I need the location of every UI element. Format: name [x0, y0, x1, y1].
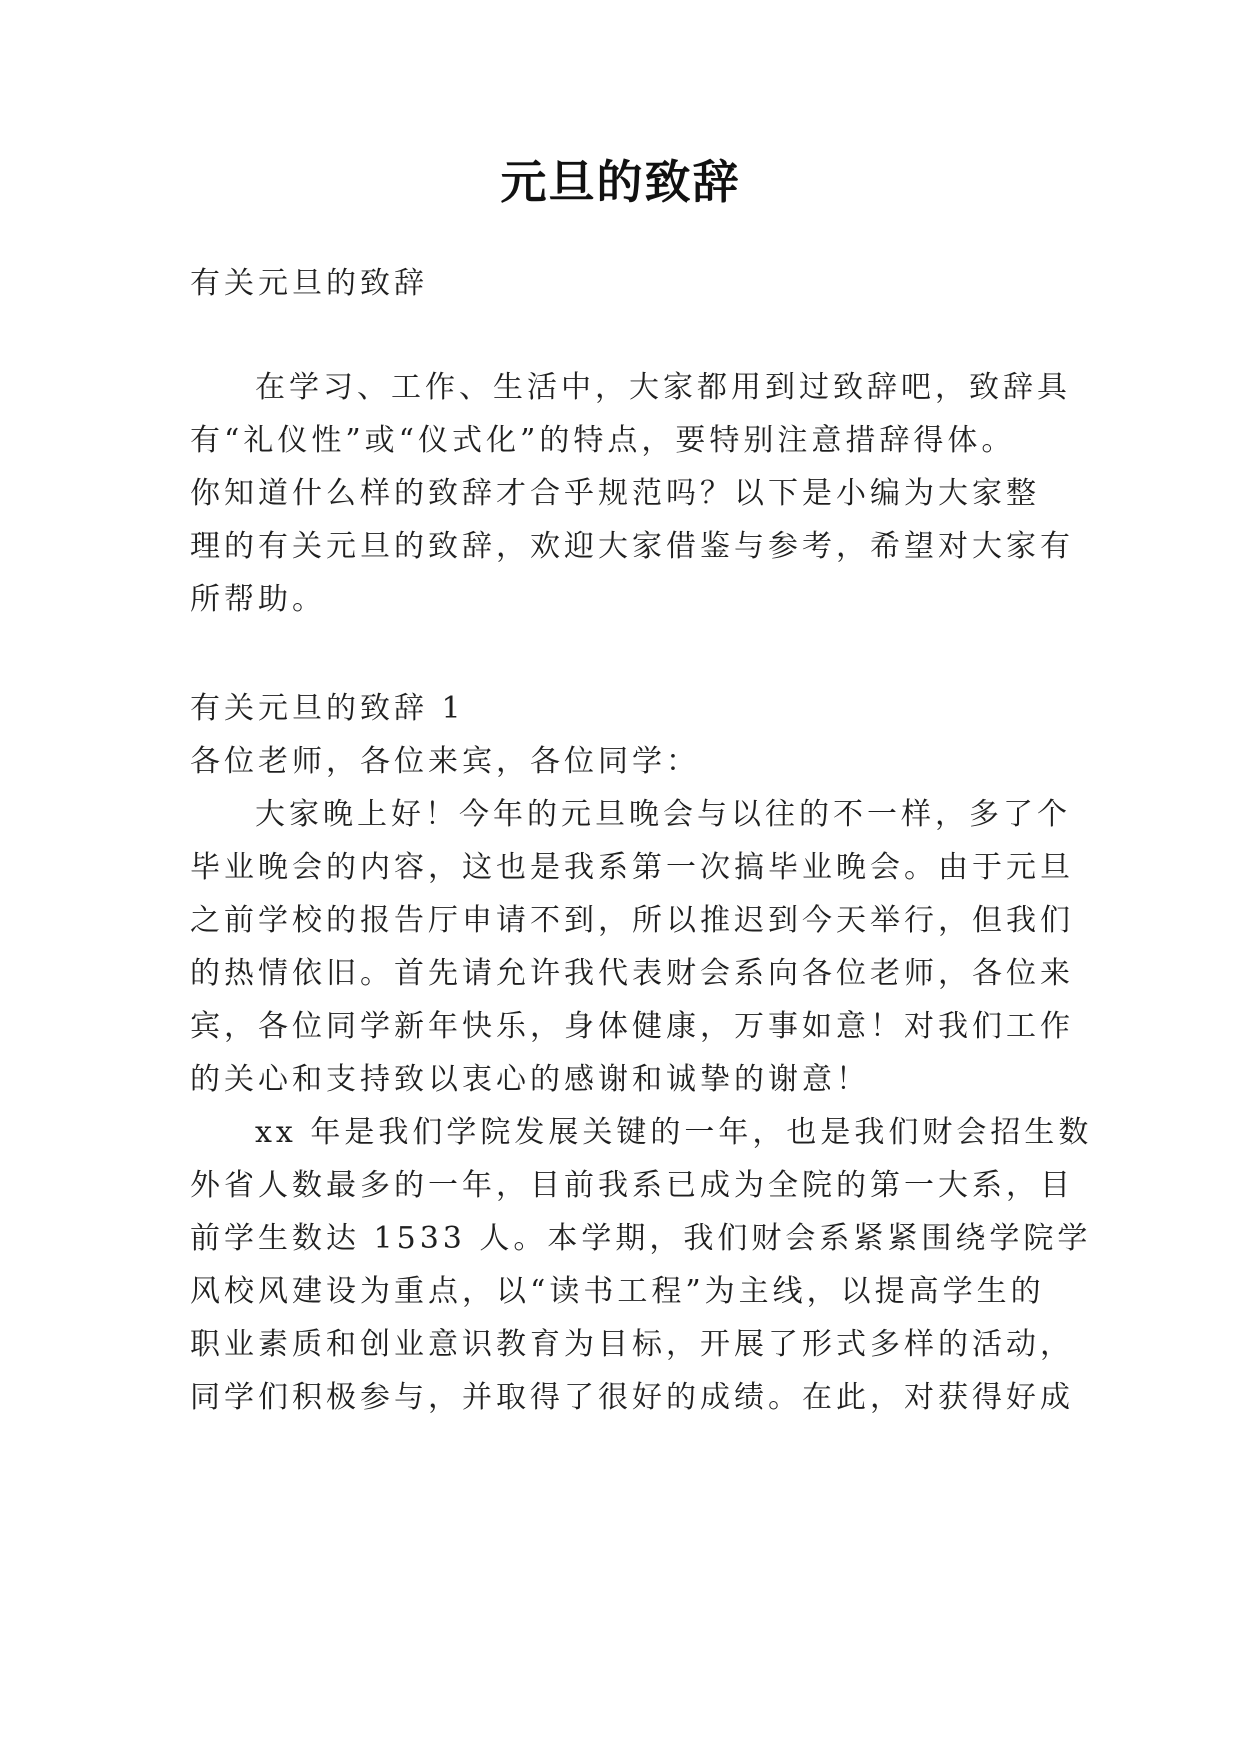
document-subtitle: 有关元旦的致辞	[190, 266, 428, 301]
section-heading: 有关元旦的致辞 1	[190, 691, 465, 726]
intro-line-1: 在学习、工作、生活中，大家都用到过致辞吧，致辞具	[255, 370, 1071, 405]
paragraph1-line-6: 的关心和支持致以衷心的感谢和诚挚的谢意！	[190, 1062, 870, 1097]
intro-line-3: 你知道什么样的致辞才合乎规范吗？以下是小编为大家整	[190, 476, 1040, 511]
intro-line-4: 理的有关元旦的致辞，欢迎大家借鉴与参考，希望对大家有	[190, 529, 1074, 564]
paragraph1-line-4: 的热情依旧。首先请允许我代表财会系向各位老师，各位来	[190, 956, 1074, 991]
paragraph1-line-2: 毕业晚会的内容，这也是我系第一次搞毕业晚会。由于元旦	[190, 850, 1074, 885]
paragraph2-line-1: xx 年是我们学院发展关键的一年，也是我们财会招生数	[255, 1115, 1093, 1150]
paragraph2-line-3: 前学生数达 1533 人。本学期，我们财会系紧紧围绕学院学	[190, 1221, 1092, 1256]
paragraph1-line-3: 之前学校的报告厅申请不到，所以推迟到今天举行，但我们	[190, 903, 1074, 938]
page-title: 元旦的致辞	[500, 155, 741, 209]
paragraph2-line-4: 风校风建设为重点，以“读书工程”为主线，以提高学生的	[190, 1274, 1045, 1309]
paragraph2-line-2: 外省人数最多的一年，目前我系已成为全院的第一大系，目	[190, 1168, 1074, 1203]
salutation: 各位老师，各位来宾，各位同学：	[190, 744, 700, 779]
paragraph1-line-5: 宾，各位同学新年快乐，身体健康，万事如意！对我们工作	[190, 1009, 1074, 1044]
intro-line-5: 所帮助。	[190, 582, 326, 617]
paragraph2-line-5: 职业素质和创业意识教育为目标，开展了形式多样的活动，	[190, 1327, 1074, 1362]
paragraph2-line-6: 同学们积极参与，并取得了很好的成绩。在此，对获得好成	[190, 1380, 1074, 1415]
intro-line-2: 有“礼仪性”或“仪式化”的特点，要特别注意措辞得体。	[190, 423, 1016, 458]
paragraph1-line-1: 大家晚上好！今年的元旦晚会与以往的不一样，多了个	[255, 797, 1071, 832]
